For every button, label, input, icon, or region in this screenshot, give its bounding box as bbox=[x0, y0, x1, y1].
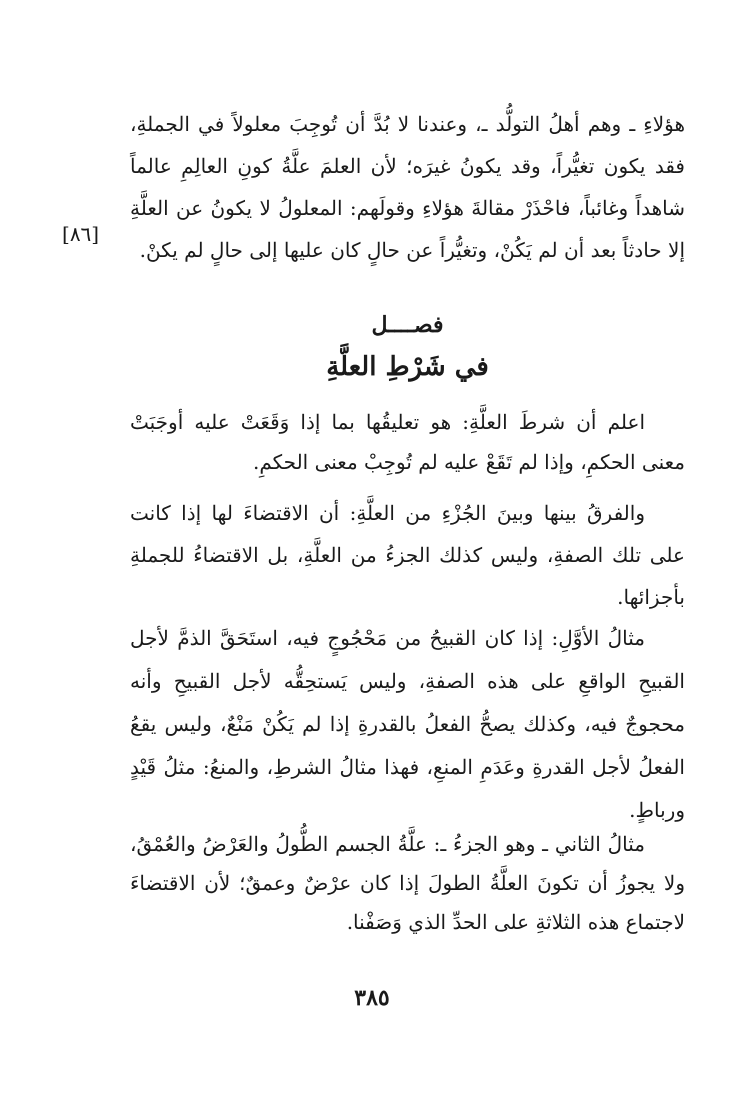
paragraph-difference bbox=[130, 492, 685, 618]
paragraph-second-example bbox=[130, 825, 685, 942]
paragraph-text: والفرقُ بينها وبينَ الجُزْءِ من العلَّةِ: أن الاقتضاءَ لها إذا كانت على تلك الصفةِ، وليس كذلك الجزءُ من العلَّةِ، بل الاقتضاءُ للجملةِ بأجزائها. bbox=[130, 501, 685, 609]
margin-reference: [٨٦] bbox=[62, 222, 100, 246]
paragraph-text: مثالُ الثاني ـ وهو الجزءُ ـ: علَّةُ الجسم الطُّولُ والعَرْضُ والعُمْقُ، ولا يجوزُ أن تكونَ العلَّةُ الطولَ إذا كان عرْضٌ وعمقٌ؛ لأن الاقتضاءَ لاجتماع هذه الثلاثةِ على الحدِّ الذي وَصَفْنا. bbox=[130, 832, 685, 934]
page-number: ٣٨٥ bbox=[354, 985, 390, 1011]
paragraph-text: مثالُ الأوَّلِ: إذا كان القبيحُ من مَحْجُوجٍ فيه، استَحَقَّ الذمَّ لأجل القبيحِ الواقعِ على هذه الصفةِ، وليس يَستحِقُّه لأجل القبيحِ وأنه محجوجٌ فيه، وكذلك يصحُّ الفعلُ بالقدرةِ إذا لم يَكُنْ مَنْعٌ، وليس يقعُ الفعلُ لأجل القدرةِ وعَدَمِ المنعِ، فهذا مثالُ الشرطِ، والمنعُ: مثلُ قَيْدٍ ورباطٍ. bbox=[130, 626, 685, 822]
paragraph-text: اعلم أن شرطَ العلَّةِ: هو تعليقُها بما إذا وَقَعَتْ عليه أوجَبَتْ معنى الحكمِ، وإذا لم تَقَعْ عليه لم تُوجِبْ معنى الحكمِ. bbox=[130, 410, 685, 474]
section-title: فصــــل bbox=[371, 312, 444, 338]
opening-paragraph bbox=[130, 103, 685, 271]
opening-paragraph-text: هؤلاءِ ـ وهم أهلُ التولُّد ـ، وعندنا لا بُدَّ أن تُوجِبَ معلولاً في الجملةِ، فقد يكون تغيُّراً، وقد يكونُ غيرَه؛ لأن العلمَ علَّةُ كونِ العالِمِ عالماً شاهداً وغائباً، فاحْذَرْ مقالةَ هؤلاءِ وقولَهم: المعلولُ لا يكونُ عن العلَّةِ إلا حادثاً بعد أن لم يَكُنْ، وتغيُّراً عن حالٍ كان عليها إلى حالٍ لم يكنْ. bbox=[130, 112, 685, 262]
paragraph-condition-definition bbox=[130, 402, 685, 482]
section-subtitle: في شَرْطِ العلَّةِ bbox=[326, 352, 489, 382]
paragraph-first-example bbox=[130, 617, 685, 832]
